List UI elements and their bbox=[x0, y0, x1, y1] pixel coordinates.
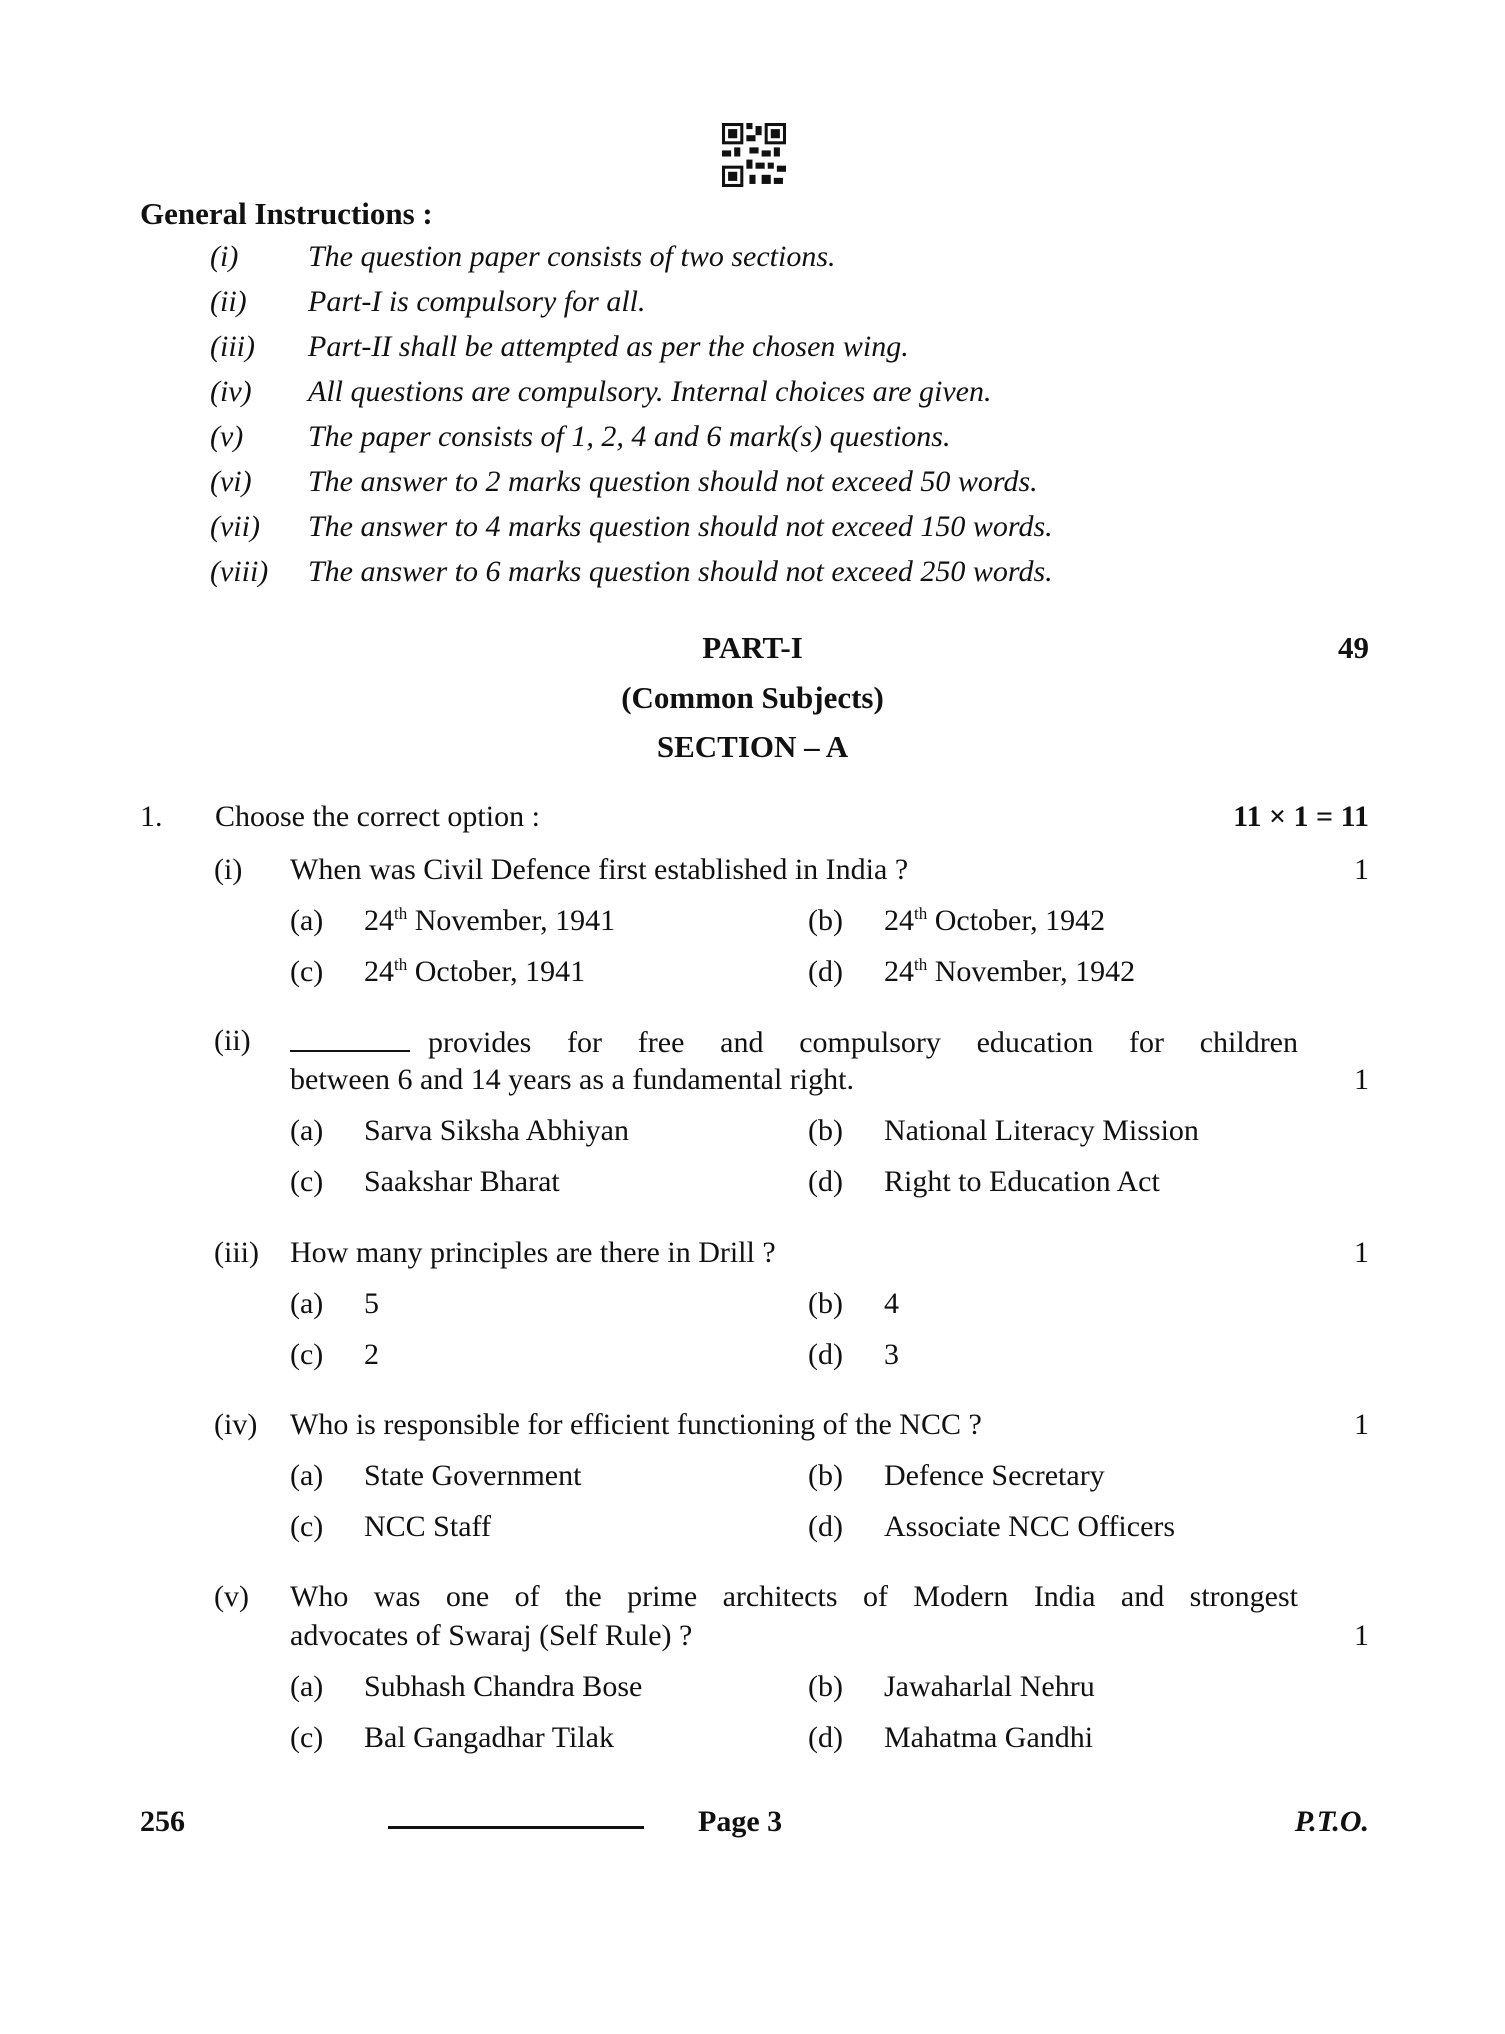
instruction-number: (iii) bbox=[210, 330, 255, 363]
paper-code: 256 bbox=[140, 1805, 185, 1838]
option-text: National Literacy Mission bbox=[884, 1114, 1199, 1147]
option-text: 2 bbox=[364, 1338, 379, 1371]
option-text: 4 bbox=[884, 1287, 899, 1320]
option-label: (a) bbox=[290, 1459, 324, 1492]
sub-question-text: How many principles are there in Drill ? bbox=[290, 1236, 776, 1269]
instruction-text: Part-II shall be attempted as per the chosen wing. bbox=[308, 330, 909, 363]
instruction-text: The paper consists of 1, 2, 4 and 6 mark(s) questions. bbox=[308, 420, 951, 453]
option-label: (a) bbox=[290, 904, 324, 937]
sub-question-mark: 1 bbox=[1354, 1236, 1369, 1269]
sub-question-number: (v) bbox=[214, 1580, 249, 1613]
instruction-number: (vi) bbox=[210, 465, 252, 498]
option-text: NCC Staff bbox=[364, 1510, 491, 1543]
option-text: 24th November, 1942 bbox=[884, 955, 1136, 988]
instruction-number: (v) bbox=[210, 420, 244, 453]
option-text: Associate NCC Officers bbox=[884, 1510, 1176, 1543]
footer-divider bbox=[388, 1826, 644, 1829]
instruction-text: The question paper consists of two sections. bbox=[308, 240, 836, 273]
instruction-text: The answer to 2 marks question should not exceed 50 words. bbox=[308, 465, 1038, 498]
sub-question-text: Who was one of the prime architects of Modern India and strongest bbox=[290, 1580, 1298, 1613]
option-label: (d) bbox=[808, 955, 843, 988]
option-text: 3 bbox=[884, 1338, 899, 1371]
instruction-text: Part-I is compulsory for all. bbox=[308, 285, 646, 318]
option-label: (a) bbox=[290, 1670, 324, 1703]
option-label: (d) bbox=[808, 1510, 843, 1543]
sub-question-number: (iii) bbox=[214, 1236, 259, 1269]
sub-question-number: (ii) bbox=[214, 1024, 251, 1057]
sub-question-mark: 1 bbox=[1354, 1619, 1369, 1652]
option-text: Sarva Siksha Abhiyan bbox=[364, 1114, 629, 1147]
option-label: (a) bbox=[290, 1114, 324, 1147]
sub-question-text: provides for free and compulsory education for children bbox=[290, 1024, 1298, 1060]
sub-question-number: (i) bbox=[214, 853, 243, 886]
option-label: (c) bbox=[290, 1165, 324, 1198]
sub-question-mark: 1 bbox=[1354, 1063, 1369, 1096]
fill-blank bbox=[290, 1024, 410, 1052]
part-title: PART-I bbox=[702, 630, 803, 665]
section-title: SECTION – A bbox=[656, 729, 849, 764]
option-label: (d) bbox=[808, 1721, 843, 1754]
option-text: Bal Gangadhar Tilak bbox=[364, 1721, 614, 1754]
instruction-number: (iv) bbox=[210, 375, 252, 408]
sub-question-mark: 1 bbox=[1354, 1408, 1369, 1441]
option-label: (a) bbox=[290, 1287, 324, 1320]
question-total-marks: 11 × 1 = 11 bbox=[1233, 800, 1369, 833]
instruction-number: (ii) bbox=[210, 285, 247, 318]
option-text: Mahatma Gandhi bbox=[884, 1721, 1094, 1754]
part-subtitle: (Common Subjects) bbox=[621, 680, 884, 715]
sub-question-mark: 1 bbox=[1354, 853, 1369, 886]
option-text: Saakshar Bharat bbox=[364, 1165, 560, 1198]
option-text: 24th October, 1942 bbox=[884, 904, 1106, 937]
option-label: (b) bbox=[808, 1287, 843, 1320]
option-text: Subhash Chandra Bose bbox=[364, 1670, 643, 1703]
sub-question-number: (iv) bbox=[214, 1408, 258, 1441]
option-label: (c) bbox=[290, 1510, 324, 1543]
option-label: (b) bbox=[808, 1114, 843, 1147]
option-text: Right to Education Act bbox=[884, 1165, 1160, 1198]
pto-label: P.T.O. bbox=[1294, 1805, 1369, 1838]
option-label: (d) bbox=[808, 1338, 843, 1371]
sub-question-text-cont: advocates of Swaraj (Self Rule) ? bbox=[290, 1619, 693, 1652]
option-label: (b) bbox=[808, 1459, 843, 1492]
question-prompt: Choose the correct option : bbox=[215, 800, 540, 833]
instruction-number: (vii) bbox=[210, 510, 260, 543]
option-label: (d) bbox=[808, 1165, 843, 1198]
option-text: 5 bbox=[364, 1287, 379, 1320]
part-marks: 49 bbox=[1338, 630, 1369, 665]
sub-question-text: Who is responsible for efficient functioning of the NCC ? bbox=[290, 1408, 982, 1441]
qr-code-icon bbox=[722, 122, 786, 188]
option-label: (b) bbox=[808, 1670, 843, 1703]
option-label: (c) bbox=[290, 1721, 324, 1754]
sub-question-text-cont: between 6 and 14 years as a fundamental right. bbox=[290, 1063, 854, 1096]
instruction-text: The answer to 4 marks question should not exceed 150 words. bbox=[308, 510, 1053, 543]
instruction-text: All questions are compulsory. Internal choices are given. bbox=[308, 375, 992, 408]
instruction-text: The answer to 6 marks question should not exceed 250 words. bbox=[308, 555, 1053, 588]
instruction-number: (viii) bbox=[210, 555, 269, 588]
option-label: (c) bbox=[290, 955, 324, 988]
option-label: (c) bbox=[290, 1338, 324, 1371]
question-number: 1. bbox=[140, 800, 163, 833]
instruction-number: (i) bbox=[210, 240, 239, 273]
option-text: 24th November, 1941 bbox=[364, 904, 616, 937]
option-text: State Government bbox=[364, 1459, 582, 1492]
option-text: 24th October, 1941 bbox=[364, 955, 586, 988]
sub-question-text: When was Civil Defence first established in India ? bbox=[290, 853, 909, 886]
option-text: Defence Secretary bbox=[884, 1459, 1105, 1492]
general-instructions-title: General Instructions : bbox=[140, 196, 433, 231]
option-label: (b) bbox=[808, 904, 843, 937]
page-number: Page 3 bbox=[698, 1805, 783, 1838]
option-text: Jawaharlal Nehru bbox=[884, 1670, 1095, 1703]
